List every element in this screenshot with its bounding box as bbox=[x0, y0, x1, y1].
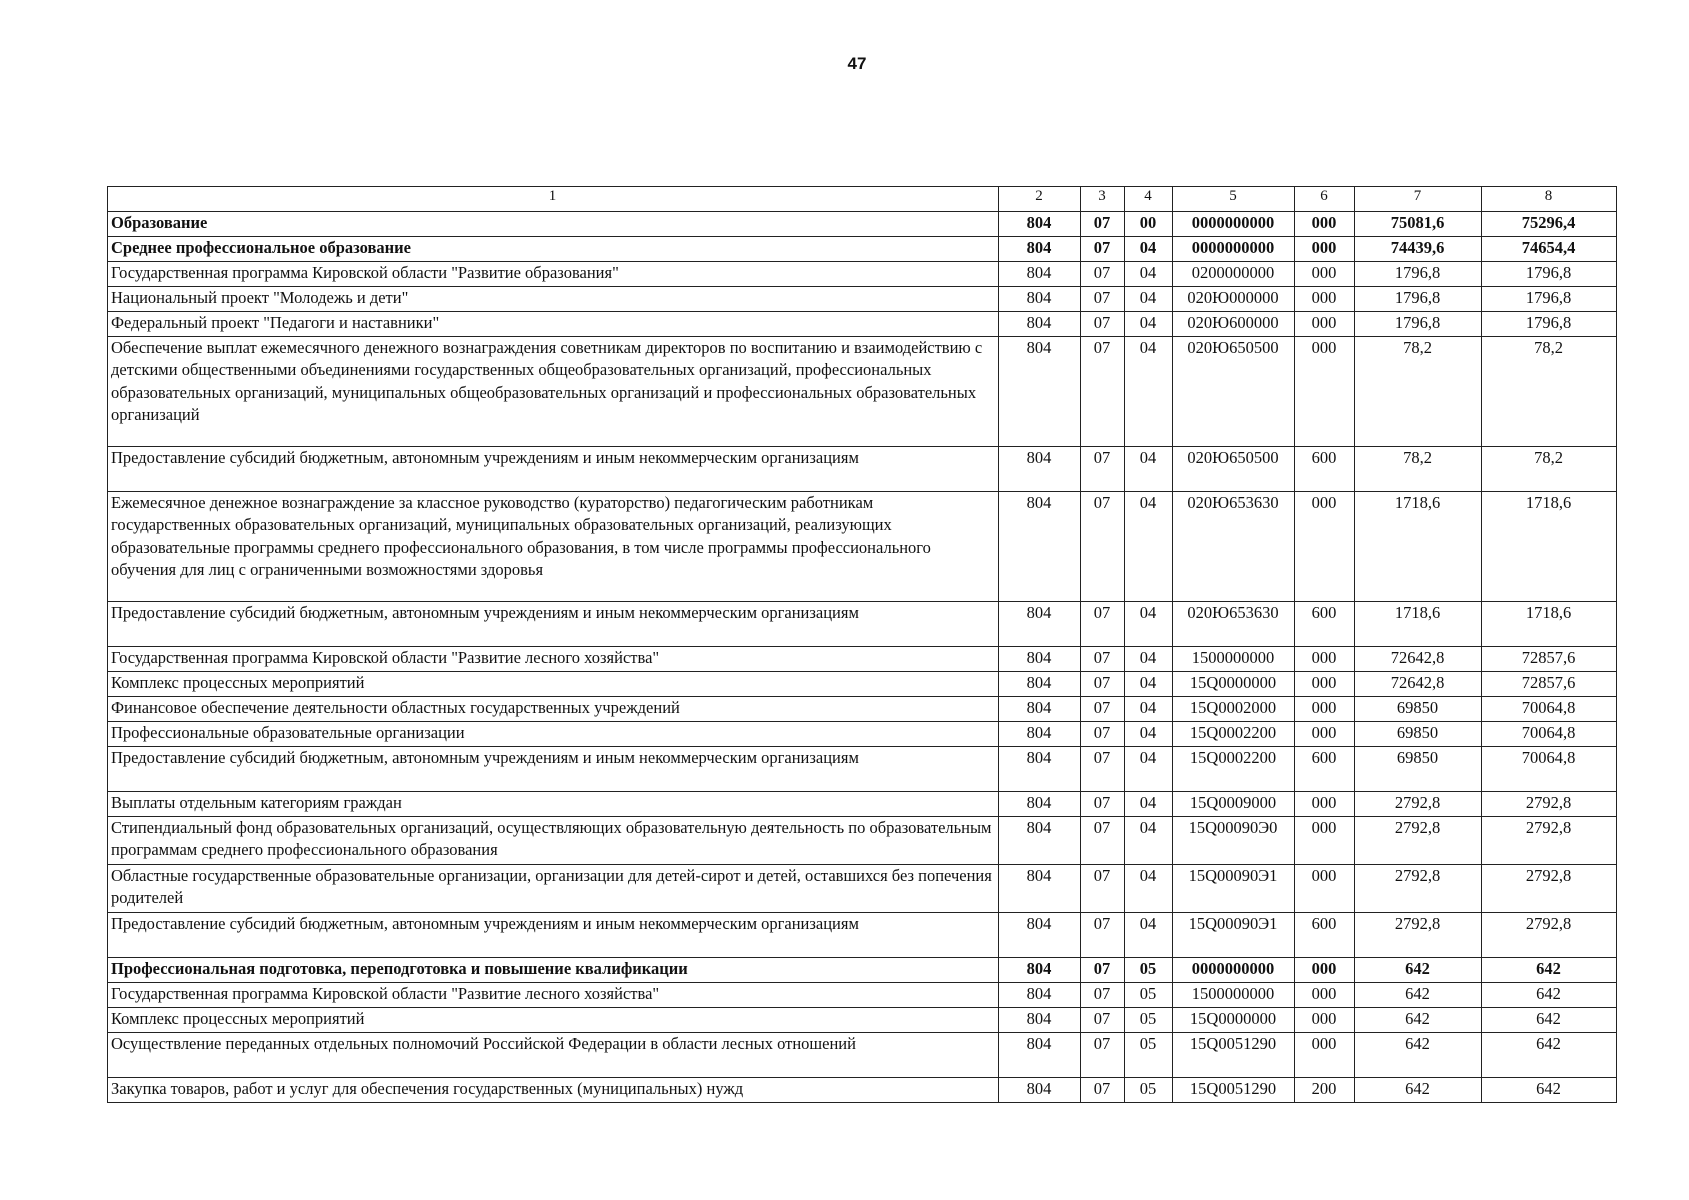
row-name: Федеральный проект "Педагоги и наставники" bbox=[108, 312, 999, 337]
row-name: Осуществление переданных отдельных полномочий Российской Федерации в области лесных отношений bbox=[108, 1033, 999, 1078]
column-number-8: 8 bbox=[1482, 187, 1617, 212]
column-number-5: 5 bbox=[1173, 187, 1295, 212]
amount-year-2: 74654,4 bbox=[1482, 237, 1617, 262]
target-article-code: 0000000000 bbox=[1173, 958, 1295, 983]
amount-year-2: 72857,6 bbox=[1482, 672, 1617, 697]
table-row bbox=[108, 237, 1617, 262]
amount-year-1: 642 bbox=[1355, 983, 1482, 1008]
subsection-code: 05 bbox=[1125, 1078, 1173, 1103]
ministry-code: 804 bbox=[999, 1008, 1081, 1033]
amount-year-2: 78,2 bbox=[1482, 447, 1617, 492]
target-article-code: 1500000000 bbox=[1173, 983, 1295, 1008]
row-name: Предоставление субсидий бюджетным, автономным учреждениям и иным некоммерческим организациям bbox=[108, 447, 999, 492]
subsection-code: 00 bbox=[1125, 212, 1173, 237]
expense-type-code: 000 bbox=[1295, 983, 1355, 1008]
ministry-code: 804 bbox=[999, 697, 1081, 722]
target-article-code: 0000000000 bbox=[1173, 212, 1295, 237]
subsection-code: 04 bbox=[1125, 722, 1173, 747]
expense-type-code: 000 bbox=[1295, 672, 1355, 697]
row-name: Государственная программа Кировской области "Развитие образования" bbox=[108, 262, 999, 287]
subsection-code: 05 bbox=[1125, 1008, 1173, 1033]
amount-year-2: 1796,8 bbox=[1482, 262, 1617, 287]
expense-type-code: 000 bbox=[1295, 212, 1355, 237]
target-article-code: 020Ю650500 bbox=[1173, 447, 1295, 492]
subsection-code: 04 bbox=[1125, 817, 1173, 865]
table-row bbox=[108, 1008, 1617, 1033]
row-name: Государственная программа Кировской области "Развитие лесного хозяйства" bbox=[108, 983, 999, 1008]
section-code: 07 bbox=[1081, 287, 1125, 312]
expense-type-code: 600 bbox=[1295, 913, 1355, 958]
expense-type-code: 000 bbox=[1295, 237, 1355, 262]
amount-year-1: 642 bbox=[1355, 1033, 1482, 1078]
amount-year-1: 2792,8 bbox=[1355, 865, 1482, 913]
subsection-code: 04 bbox=[1125, 287, 1173, 312]
amount-year-2: 1796,8 bbox=[1482, 287, 1617, 312]
amount-year-1: 69850 bbox=[1355, 697, 1482, 722]
table-row bbox=[108, 817, 1617, 865]
ministry-code: 804 bbox=[999, 337, 1081, 447]
amount-year-1: 1796,8 bbox=[1355, 262, 1482, 287]
target-article-code: 15Q00090Э0 bbox=[1173, 817, 1295, 865]
subsection-code: 04 bbox=[1125, 865, 1173, 913]
table-row bbox=[108, 697, 1617, 722]
expense-type-code: 600 bbox=[1295, 447, 1355, 492]
amount-year-2: 642 bbox=[1482, 1008, 1617, 1033]
target-article-code: 15Q0002200 bbox=[1173, 747, 1295, 792]
subsection-code: 04 bbox=[1125, 792, 1173, 817]
section-code: 07 bbox=[1081, 1033, 1125, 1078]
row-name: Предоставление субсидий бюджетным, автономным учреждениям и иным некоммерческим организациям bbox=[108, 747, 999, 792]
amount-year-1: 78,2 bbox=[1355, 447, 1482, 492]
table-row bbox=[108, 958, 1617, 983]
target-article-code: 15Q0051290 bbox=[1173, 1033, 1295, 1078]
amount-year-1: 2792,8 bbox=[1355, 913, 1482, 958]
table-row bbox=[108, 312, 1617, 337]
row-name: Национальный проект "Молодежь и дети" bbox=[108, 287, 999, 312]
subsection-code: 04 bbox=[1125, 447, 1173, 492]
amount-year-1: 74439,6 bbox=[1355, 237, 1482, 262]
section-code: 07 bbox=[1081, 1008, 1125, 1033]
amount-year-2: 70064,8 bbox=[1482, 747, 1617, 792]
subsection-code: 04 bbox=[1125, 747, 1173, 792]
subsection-code: 05 bbox=[1125, 958, 1173, 983]
amount-year-1: 1796,8 bbox=[1355, 287, 1482, 312]
ministry-code: 804 bbox=[999, 602, 1081, 647]
row-name: Профессиональная подготовка, переподготовка и повышение квалификации bbox=[108, 958, 999, 983]
section-code: 07 bbox=[1081, 447, 1125, 492]
ministry-code: 804 bbox=[999, 647, 1081, 672]
table-row bbox=[108, 747, 1617, 792]
expense-type-code: 000 bbox=[1295, 287, 1355, 312]
target-article-code: 1500000000 bbox=[1173, 647, 1295, 672]
row-name: Предоставление субсидий бюджетным, автономным учреждениям и иным некоммерческим организациям bbox=[108, 913, 999, 958]
ministry-code: 804 bbox=[999, 747, 1081, 792]
table-row bbox=[108, 865, 1617, 913]
section-code: 07 bbox=[1081, 1078, 1125, 1103]
target-article-code: 15Q0002200 bbox=[1173, 722, 1295, 747]
ministry-code: 804 bbox=[999, 913, 1081, 958]
row-name: Профессиональные образовательные организации bbox=[108, 722, 999, 747]
expense-type-code: 000 bbox=[1295, 817, 1355, 865]
ministry-code: 804 bbox=[999, 672, 1081, 697]
subsection-code: 05 bbox=[1125, 1033, 1173, 1078]
subsection-code: 04 bbox=[1125, 697, 1173, 722]
section-code: 07 bbox=[1081, 262, 1125, 287]
expense-type-code: 600 bbox=[1295, 747, 1355, 792]
subsection-code: 04 bbox=[1125, 262, 1173, 287]
ministry-code: 804 bbox=[999, 287, 1081, 312]
amount-year-1: 75081,6 bbox=[1355, 212, 1482, 237]
amount-year-1: 1796,8 bbox=[1355, 312, 1482, 337]
column-number-3: 3 bbox=[1081, 187, 1125, 212]
amount-year-1: 642 bbox=[1355, 1008, 1482, 1033]
row-name: Комплекс процессных мероприятий bbox=[108, 672, 999, 697]
target-article-code: 020Ю600000 bbox=[1173, 312, 1295, 337]
ministry-code: 804 bbox=[999, 262, 1081, 287]
amount-year-2: 70064,8 bbox=[1482, 697, 1617, 722]
amount-year-2: 1796,8 bbox=[1482, 312, 1617, 337]
expense-type-code: 600 bbox=[1295, 602, 1355, 647]
row-name: Закупка товаров, работ и услуг для обеспечения государственных (муниципальных) нужд bbox=[108, 1078, 999, 1103]
section-code: 07 bbox=[1081, 492, 1125, 602]
target-article-code: 020Ю650500 bbox=[1173, 337, 1295, 447]
amount-year-1: 1718,6 bbox=[1355, 602, 1482, 647]
page-number: 47 bbox=[847, 54, 867, 73]
ministry-code: 804 bbox=[999, 312, 1081, 337]
expense-type-code: 200 bbox=[1295, 1078, 1355, 1103]
column-number-6: 6 bbox=[1295, 187, 1355, 212]
amount-year-2: 72857,6 bbox=[1482, 647, 1617, 672]
amount-year-1: 72642,8 bbox=[1355, 647, 1482, 672]
row-name: Образование bbox=[108, 212, 999, 237]
section-code: 07 bbox=[1081, 792, 1125, 817]
table-row bbox=[108, 672, 1617, 697]
table-row bbox=[108, 447, 1617, 492]
section-code: 07 bbox=[1081, 212, 1125, 237]
amount-year-1: 642 bbox=[1355, 958, 1482, 983]
section-code: 07 bbox=[1081, 747, 1125, 792]
target-article-code: 15Q0002000 bbox=[1173, 697, 1295, 722]
amount-year-2: 1718,6 bbox=[1482, 602, 1617, 647]
expense-type-code: 000 bbox=[1295, 1033, 1355, 1078]
ministry-code: 804 bbox=[999, 958, 1081, 983]
section-code: 07 bbox=[1081, 722, 1125, 747]
subsection-code: 04 bbox=[1125, 237, 1173, 262]
amount-year-1: 2792,8 bbox=[1355, 817, 1482, 865]
expense-type-code: 000 bbox=[1295, 492, 1355, 602]
expense-type-code: 000 bbox=[1295, 865, 1355, 913]
target-article-code: 020Ю000000 bbox=[1173, 287, 1295, 312]
amount-year-2: 642 bbox=[1482, 983, 1617, 1008]
amount-year-1: 642 bbox=[1355, 1078, 1482, 1103]
amount-year-2: 642 bbox=[1482, 1078, 1617, 1103]
ministry-code: 804 bbox=[999, 865, 1081, 913]
section-code: 07 bbox=[1081, 647, 1125, 672]
subsection-code: 04 bbox=[1125, 602, 1173, 647]
target-article-code: 15Q0000000 bbox=[1173, 1008, 1295, 1033]
amount-year-2: 2792,8 bbox=[1482, 913, 1617, 958]
row-name: Выплаты отдельным категориям граждан bbox=[108, 792, 999, 817]
expense-type-code: 000 bbox=[1295, 722, 1355, 747]
ministry-code: 804 bbox=[999, 1033, 1081, 1078]
column-number-7: 7 bbox=[1355, 187, 1482, 212]
target-article-code: 15Q00090Э1 bbox=[1173, 865, 1295, 913]
row-name: Стипендиальный фонд образовательных организаций, осуществляющих образовательную деятельность по образовательным программам среднего профессионального образования bbox=[108, 817, 999, 865]
target-article-code: 15Q00090Э1 bbox=[1173, 913, 1295, 958]
ministry-code: 804 bbox=[999, 1078, 1081, 1103]
section-code: 07 bbox=[1081, 337, 1125, 447]
row-name: Среднее профессиональное образование bbox=[108, 237, 999, 262]
amount-year-1: 1718,6 bbox=[1355, 492, 1482, 602]
table-row bbox=[108, 792, 1617, 817]
section-code: 07 bbox=[1081, 913, 1125, 958]
table-row bbox=[108, 212, 1617, 237]
row-name: Государственная программа Кировской области "Развитие лесного хозяйства" bbox=[108, 647, 999, 672]
table-row bbox=[108, 1078, 1617, 1103]
ministry-code: 804 bbox=[999, 817, 1081, 865]
table-row bbox=[108, 287, 1617, 312]
amount-year-2: 2792,8 bbox=[1482, 792, 1617, 817]
expense-type-code: 000 bbox=[1295, 697, 1355, 722]
row-name: Финансовое обеспечение деятельности областных государственных учреждений bbox=[108, 697, 999, 722]
ministry-code: 804 bbox=[999, 447, 1081, 492]
table-row bbox=[108, 913, 1617, 958]
subsection-code: 04 bbox=[1125, 913, 1173, 958]
amount-year-2: 78,2 bbox=[1482, 337, 1617, 447]
table-row bbox=[108, 492, 1617, 602]
table-row bbox=[108, 337, 1617, 447]
subsection-code: 05 bbox=[1125, 983, 1173, 1008]
section-code: 07 bbox=[1081, 697, 1125, 722]
amount-year-2: 642 bbox=[1482, 958, 1617, 983]
target-article-code: 020Ю653630 bbox=[1173, 492, 1295, 602]
expense-type-code: 000 bbox=[1295, 312, 1355, 337]
ministry-code: 804 bbox=[999, 983, 1081, 1008]
amount-year-1: 72642,8 bbox=[1355, 672, 1482, 697]
expense-type-code: 000 bbox=[1295, 262, 1355, 287]
target-article-code: 0000000000 bbox=[1173, 237, 1295, 262]
amount-year-1: 78,2 bbox=[1355, 337, 1482, 447]
ministry-code: 804 bbox=[999, 722, 1081, 747]
ministry-code: 804 bbox=[999, 792, 1081, 817]
row-name: Предоставление субсидий бюджетным, автономным учреждениям и иным некоммерческим организациям bbox=[108, 602, 999, 647]
expense-type-code: 000 bbox=[1295, 1008, 1355, 1033]
target-article-code: 020Ю653630 bbox=[1173, 602, 1295, 647]
ministry-code: 804 bbox=[999, 212, 1081, 237]
expense-type-code: 000 bbox=[1295, 647, 1355, 672]
target-article-code: 15Q0051290 bbox=[1173, 1078, 1295, 1103]
column-number-1: 1 bbox=[108, 187, 999, 212]
amount-year-1: 69850 bbox=[1355, 747, 1482, 792]
section-code: 07 bbox=[1081, 958, 1125, 983]
target-article-code: 0200000000 bbox=[1173, 262, 1295, 287]
amount-year-2: 2792,8 bbox=[1482, 865, 1617, 913]
amount-year-1: 69850 bbox=[1355, 722, 1482, 747]
column-number-4: 4 bbox=[1125, 187, 1173, 212]
subsection-code: 04 bbox=[1125, 672, 1173, 697]
amount-year-1: 2792,8 bbox=[1355, 792, 1482, 817]
subsection-code: 04 bbox=[1125, 492, 1173, 602]
header-row bbox=[108, 187, 1617, 212]
table-row bbox=[108, 722, 1617, 747]
table-row bbox=[108, 647, 1617, 672]
section-code: 07 bbox=[1081, 672, 1125, 697]
table-row bbox=[108, 1033, 1617, 1078]
column-number-2: 2 bbox=[999, 187, 1081, 212]
section-code: 07 bbox=[1081, 602, 1125, 647]
table-row bbox=[108, 602, 1617, 647]
row-name: Обеспечение выплат ежемесячного денежного вознаграждения советникам директоров по воспитанию и взаимодействию с детскими общественными объединениями государственных общеобразовательных организаций, профессиональных образовательных организаций, муниципальных общеобразовательных организаций и профессиональных образовательных организаций bbox=[108, 337, 999, 447]
section-code: 07 bbox=[1081, 237, 1125, 262]
ministry-code: 804 bbox=[999, 492, 1081, 602]
row-name: Комплекс процессных мероприятий bbox=[108, 1008, 999, 1033]
subsection-code: 04 bbox=[1125, 647, 1173, 672]
expense-type-code: 000 bbox=[1295, 337, 1355, 447]
amount-year-2: 75296,4 bbox=[1482, 212, 1617, 237]
section-code: 07 bbox=[1081, 983, 1125, 1008]
amount-year-2: 2792,8 bbox=[1482, 817, 1617, 865]
amount-year-2: 642 bbox=[1482, 1033, 1617, 1078]
target-article-code: 15Q0000000 bbox=[1173, 672, 1295, 697]
ministry-code: 804 bbox=[999, 237, 1081, 262]
section-code: 07 bbox=[1081, 817, 1125, 865]
table-row bbox=[108, 983, 1617, 1008]
row-name: Областные государственные образовательные организации, организации для детей-сирот и детей, оставшихся без попечения родителей bbox=[108, 865, 999, 913]
subsection-code: 04 bbox=[1125, 312, 1173, 337]
table-row bbox=[108, 262, 1617, 287]
section-code: 07 bbox=[1081, 865, 1125, 913]
amount-year-2: 70064,8 bbox=[1482, 722, 1617, 747]
target-article-code: 15Q0009000 bbox=[1173, 792, 1295, 817]
amount-year-2: 1718,6 bbox=[1482, 492, 1617, 602]
section-code: 07 bbox=[1081, 312, 1125, 337]
expense-type-code: 000 bbox=[1295, 792, 1355, 817]
expense-type-code: 000 bbox=[1295, 958, 1355, 983]
subsection-code: 04 bbox=[1125, 337, 1173, 447]
budget-table bbox=[107, 186, 1617, 1103]
row-name: Ежемесячное денежное вознаграждение за классное руководство (кураторство) педагогическим работникам государственных образовательных организаций, муниципальных образовательных организаций, реализующих образовательные программы среднего профессионального образования, в том числе программы профессионального обучения для лиц с ограниченными возможностями здоровья bbox=[108, 492, 999, 602]
